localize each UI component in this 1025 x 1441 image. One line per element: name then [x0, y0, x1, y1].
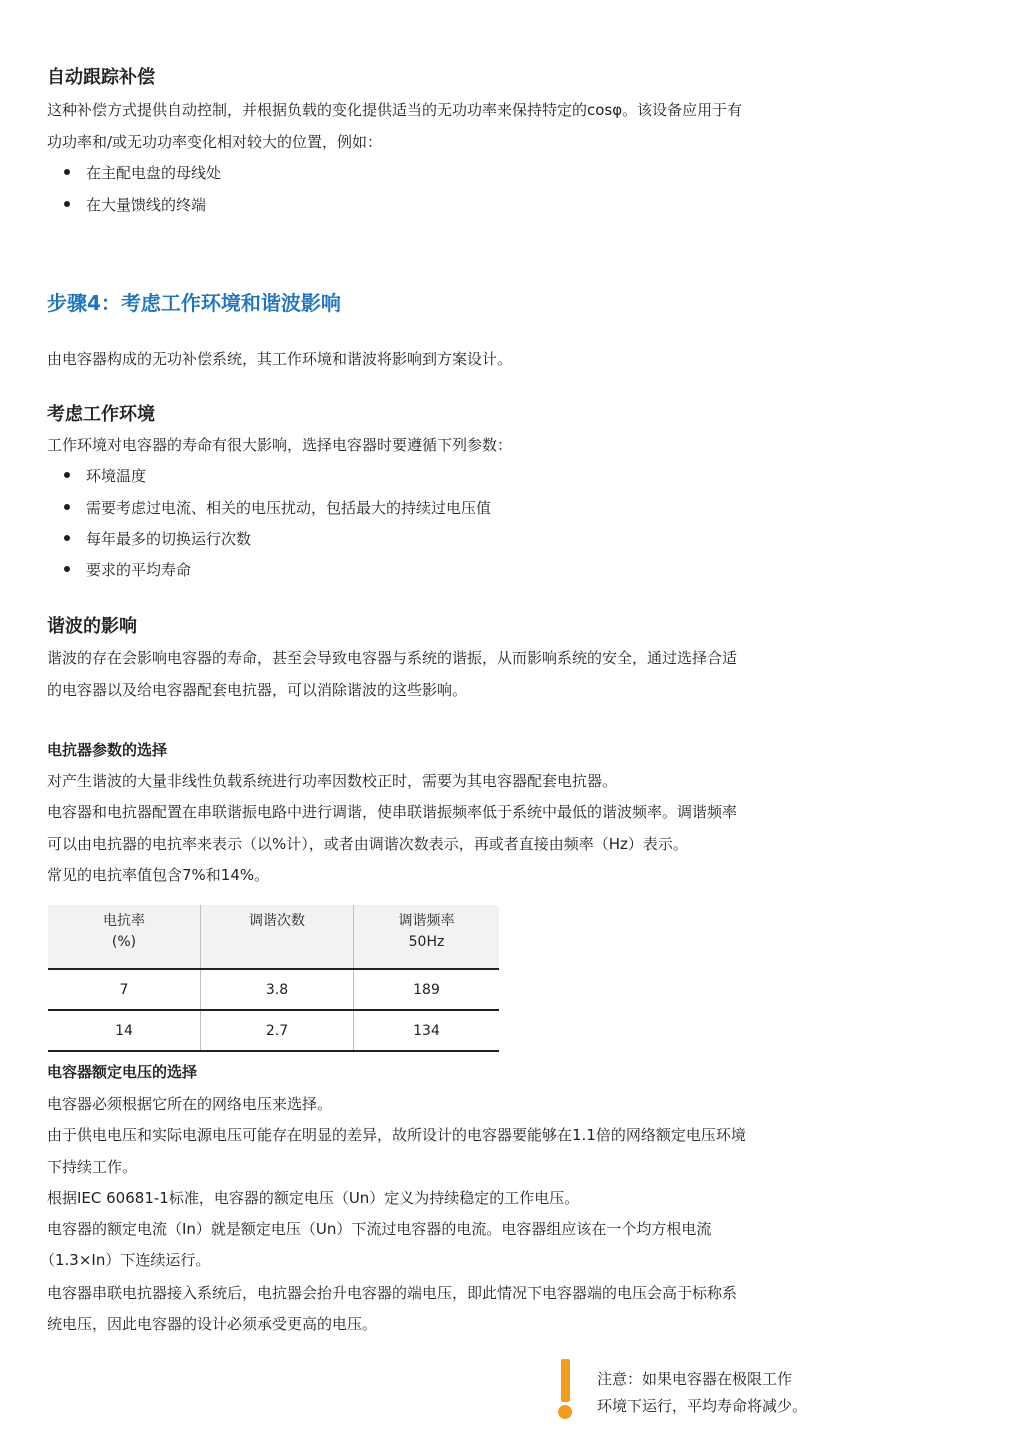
warning-exclamation-dot-icon [558, 1405, 572, 1419]
paragraph-line: 电容器的额定电流（In）就是额定电压（Un）下流过电容器的电流。电容器组应该在一个均方根电流 [47, 1220, 712, 1238]
paragraph-line: 功功率和/或无功功率变化相对较大的位置，例如： [47, 133, 383, 151]
list-item-text: 环境温度 [86, 467, 147, 485]
list-item [64, 162, 221, 183]
paragraph-line: 根据IEC 60681-1标准，电容器的额定电压（Un）定义为持续稳定的工作电压。 [47, 1189, 580, 1207]
paragraph-line: 工作环境对电容器的寿命有很大影响，选择电容器时要遵循下列参数： [47, 436, 513, 454]
list-item [64, 194, 206, 215]
table-cell: 14 [115, 1022, 133, 1039]
header-line: 调谐频率 [398, 913, 455, 929]
table-cell: 2.7 [201, 1010, 354, 1051]
header-line: 电抗率 [103, 913, 145, 929]
bullet-dot-icon [64, 169, 70, 175]
paragraph-line: 电容器串联电抗器接入系统后，电抗器会抬升电容器的端电压，即此情况下电容器端的电压会高于标称系 [47, 1284, 738, 1302]
paragraph-line: （1.3×In）下连续运行。 [40, 1251, 211, 1269]
warning-exclamation-icon [561, 1359, 570, 1402]
bullet-dot-icon [64, 472, 70, 478]
note-line: 注意：如果电容器在极限工作 [597, 1370, 793, 1388]
step4-intro: 由电容器构成的无功补偿系统，其工作环境和谐波将影响到方案设计。 [47, 350, 513, 368]
table-cell: 134 [354, 1010, 500, 1051]
section-title-auto-compensation: 自动跟踪补偿 [47, 67, 155, 88]
section-title-environment: 考虑工作环境 [47, 404, 155, 425]
list-item-text: 在大量馈线的终端 [86, 196, 207, 214]
paragraph-line: 统电压，因此电容器的设计必须承受更高的电压。 [47, 1315, 378, 1333]
list-item-text: 每年最多的切换运行次数 [86, 530, 252, 548]
table-cell: 7 [119, 981, 129, 998]
bullet-dot-icon [64, 566, 70, 572]
bullet-dot-icon [64, 504, 70, 510]
table-row [48, 969, 499, 1010]
table-header-cell [201, 905, 354, 969]
paragraph-line: 常见的电抗率值包含7%和14%。 [47, 866, 270, 884]
paragraph-line: 谐波的存在会影响电容器的寿命，甚至会导致电容器与系统的谐振，从而影响系统的安全，通过选择合适 [47, 649, 738, 667]
table-cell: 3.8 [201, 969, 354, 1010]
subsection-title-voltage: 电容器额定电压的选择 [47, 1063, 198, 1081]
list-item-text: 要求的平均寿命 [86, 561, 192, 579]
header-line: 调谐次数 [249, 913, 305, 929]
paragraph-line: 对产生谐波的大量非线性负载系统进行功率因数校正时，需要为其电容器配套电抗器。 [47, 772, 618, 790]
table-row [48, 1010, 499, 1051]
table-header-cell [354, 905, 500, 969]
list-item [64, 559, 191, 580]
section-title-harmonic: 谐波的影响 [47, 616, 137, 637]
reactor-parameter-table [48, 905, 499, 1052]
header-line: 50Hz [408, 934, 445, 950]
table-cell: 189 [354, 969, 500, 1010]
bullet-dot-icon [64, 535, 70, 541]
paragraph-line: 由于供电电压和实际电源电压可能存在明显的差异，故所设计的电容器要能够在1.1倍的网络额定电压环境 [47, 1126, 746, 1144]
paragraph-line: 电容器和电抗器配置在串联谐振电路中进行调谐，使串联谐振频率低于系统中最低的谐波频率。调谐频率 [47, 803, 738, 821]
step4-heading: 步骤4：考虑工作环境和谐波影响 [47, 291, 341, 315]
paragraph-line: 下持续工作。 [47, 1158, 138, 1176]
paragraph-line: 电容器必须根据它所在的网络电压来选择。 [47, 1095, 333, 1113]
list-item [64, 528, 251, 549]
subsection-title-reactor: 电抗器参数的选择 [47, 741, 168, 759]
bullet-dot-icon [64, 201, 70, 207]
list-item-text: 在主配电盘的母线处 [86, 164, 222, 182]
list-item [64, 497, 491, 518]
paragraph-line: 可以由电抗器的电抗率来表示（以%计），或者由调谐次数表示，再或者直接由频率（Hz）表示。 [47, 835, 688, 853]
list-item [64, 465, 146, 486]
paragraph-line: 的电容器以及给电容器配套电抗器，可以消除谐波的这些影响。 [47, 681, 468, 699]
table-header-row [48, 905, 499, 969]
list-item-text: 需要考虑过电流、相关的电压扰动，包括最大的持续过电压值 [86, 499, 492, 517]
header-line: (%) [111, 934, 137, 950]
note-line: 环境下运行，平均寿命将减少。 [597, 1397, 808, 1415]
paragraph-line: 这种补偿方式提供自动控制，并根据负载的变化提供适当的无功功率来保持特定的cosφ。该设备应用于有 [47, 101, 743, 119]
table-header-cell [48, 905, 201, 969]
